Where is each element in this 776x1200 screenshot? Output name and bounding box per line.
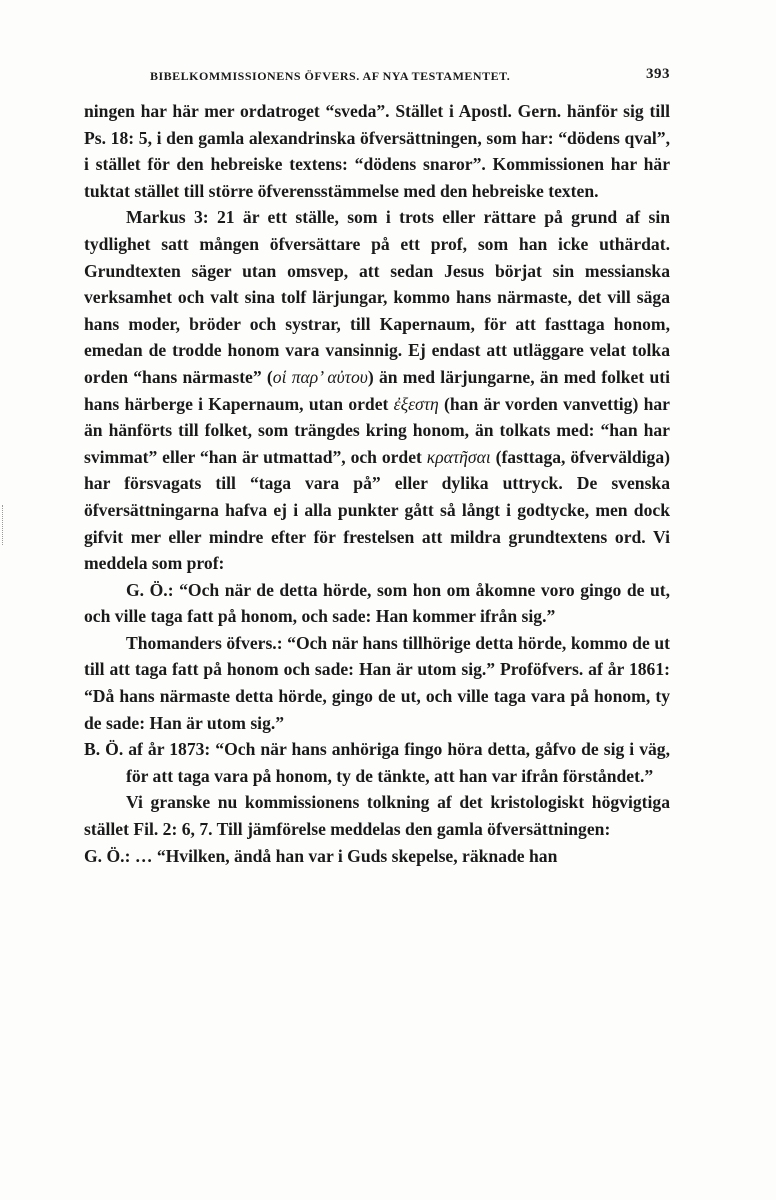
text-segment: B. Ö. af år 1873: “Och när hans anhöriga fingo höra detta, gåfvo de sig i väg, för att taga vara på honom, ty de tänkte, att han var ifrån förståndet.”: [84, 739, 670, 786]
text-segment: ningen har här mer ordatroget “sveda”. Stället i Apostl. Gern. hänför sig till Ps. 18: 5, i den gamla alexandrinska öfversättningen, som har: “dödens qval”, i stället för den hebreiske textens: “dödens snaror”. Kommissionen har här tuktat stället till större öfverensstämmelse med den hebreiske texten.: [84, 101, 670, 201]
paragraph-p3: [84, 577, 670, 630]
text-segment: G. Ö.: “Och när de detta hörde, som hon om åkomne voro gingo de ut, och ville taga fatt på honom, och sade: Han kommer ifrån sig.”: [84, 579, 670, 627]
running-header: [150, 66, 670, 88]
greek-term: ἐξεστη: [393, 393, 439, 414]
greek-term: κρατῆσαι: [426, 446, 491, 467]
text-segment: ) än med lärjungarne, än med folket uti hans härberge i Kapernaum, utan ordet: [84, 366, 670, 414]
text-segment: Markus 3: 21 är ett ställe, som i trots eller rättare på grund af sin tydlighet satt mången öfversättare på ett prof, som han icke uthärdat. Grundtexten säger utan omsvep, att sedan Jesus börjat sin messianska verksamhet och valt sina tolf lärjungar, kommo hans närmaste, det vill säga hans moder, bröder och systrar, till Kapernaum, för att fasttaga honom, emedan de trodde honom vara vansinnig. Ej endast att utläggare velat tolka orden “hans närmaste” (: [84, 207, 670, 387]
paragraph-p6: [84, 789, 670, 842]
text-segment: (fasttaga, öfverväldiga) har försvagats till “taga vara på” eller dylika uttryck. De svenska öfversättningarna hafva ej i alla punkter gått så långt i godtycke, men dock gifvit mer eller mindre efter för frestelsen att mildra grundtextens ord. Vi meddela som prof:: [84, 446, 671, 574]
paragraph-p7: [84, 843, 670, 870]
body-text: [84, 98, 670, 869]
paragraph-p4: [84, 630, 670, 736]
paragraph-p2: [84, 204, 670, 576]
greek-term: οἱ παρ’ αὐτου: [272, 366, 368, 387]
text-segment: G. Ö.: … “Hvilken, ändå han var i Guds skepelse, räknade han: [84, 845, 558, 866]
page-edge-mark: [2, 505, 5, 545]
paragraph-p5: [84, 736, 670, 789]
text-segment: Vi granske nu kommissionens tolkning af det kristologiskt högvigtiga stället Fil. 2: 6, 7. Till jämförelse meddelas den gamla öfversättningen:: [84, 792, 670, 840]
text-segment: Thomanders öfvers.: “Och när hans tillhörige detta hörde, kommo de ut till att taga fatt på honom och sade: Han är utom sig.” Proföfvers. af år 1861: “Då hans närmaste detta hörde, gingo de ut, och ville taga vara på honom, ty de sade: Han är utom sig.”: [84, 632, 670, 733]
text-segment: (han är vorden vanvettig) har än hänförts till folket, som trängdes kring honom, än tolkats med: “han har svimmat” eller “han är utmattad”, och ordet: [84, 393, 670, 467]
running-title: BIBELKOMMISSIONENS ÖFVERS. AF NYA TESTAMENTET.: [150, 69, 511, 83]
paragraph-p1: [84, 98, 670, 204]
page-number: 393: [646, 66, 670, 82]
